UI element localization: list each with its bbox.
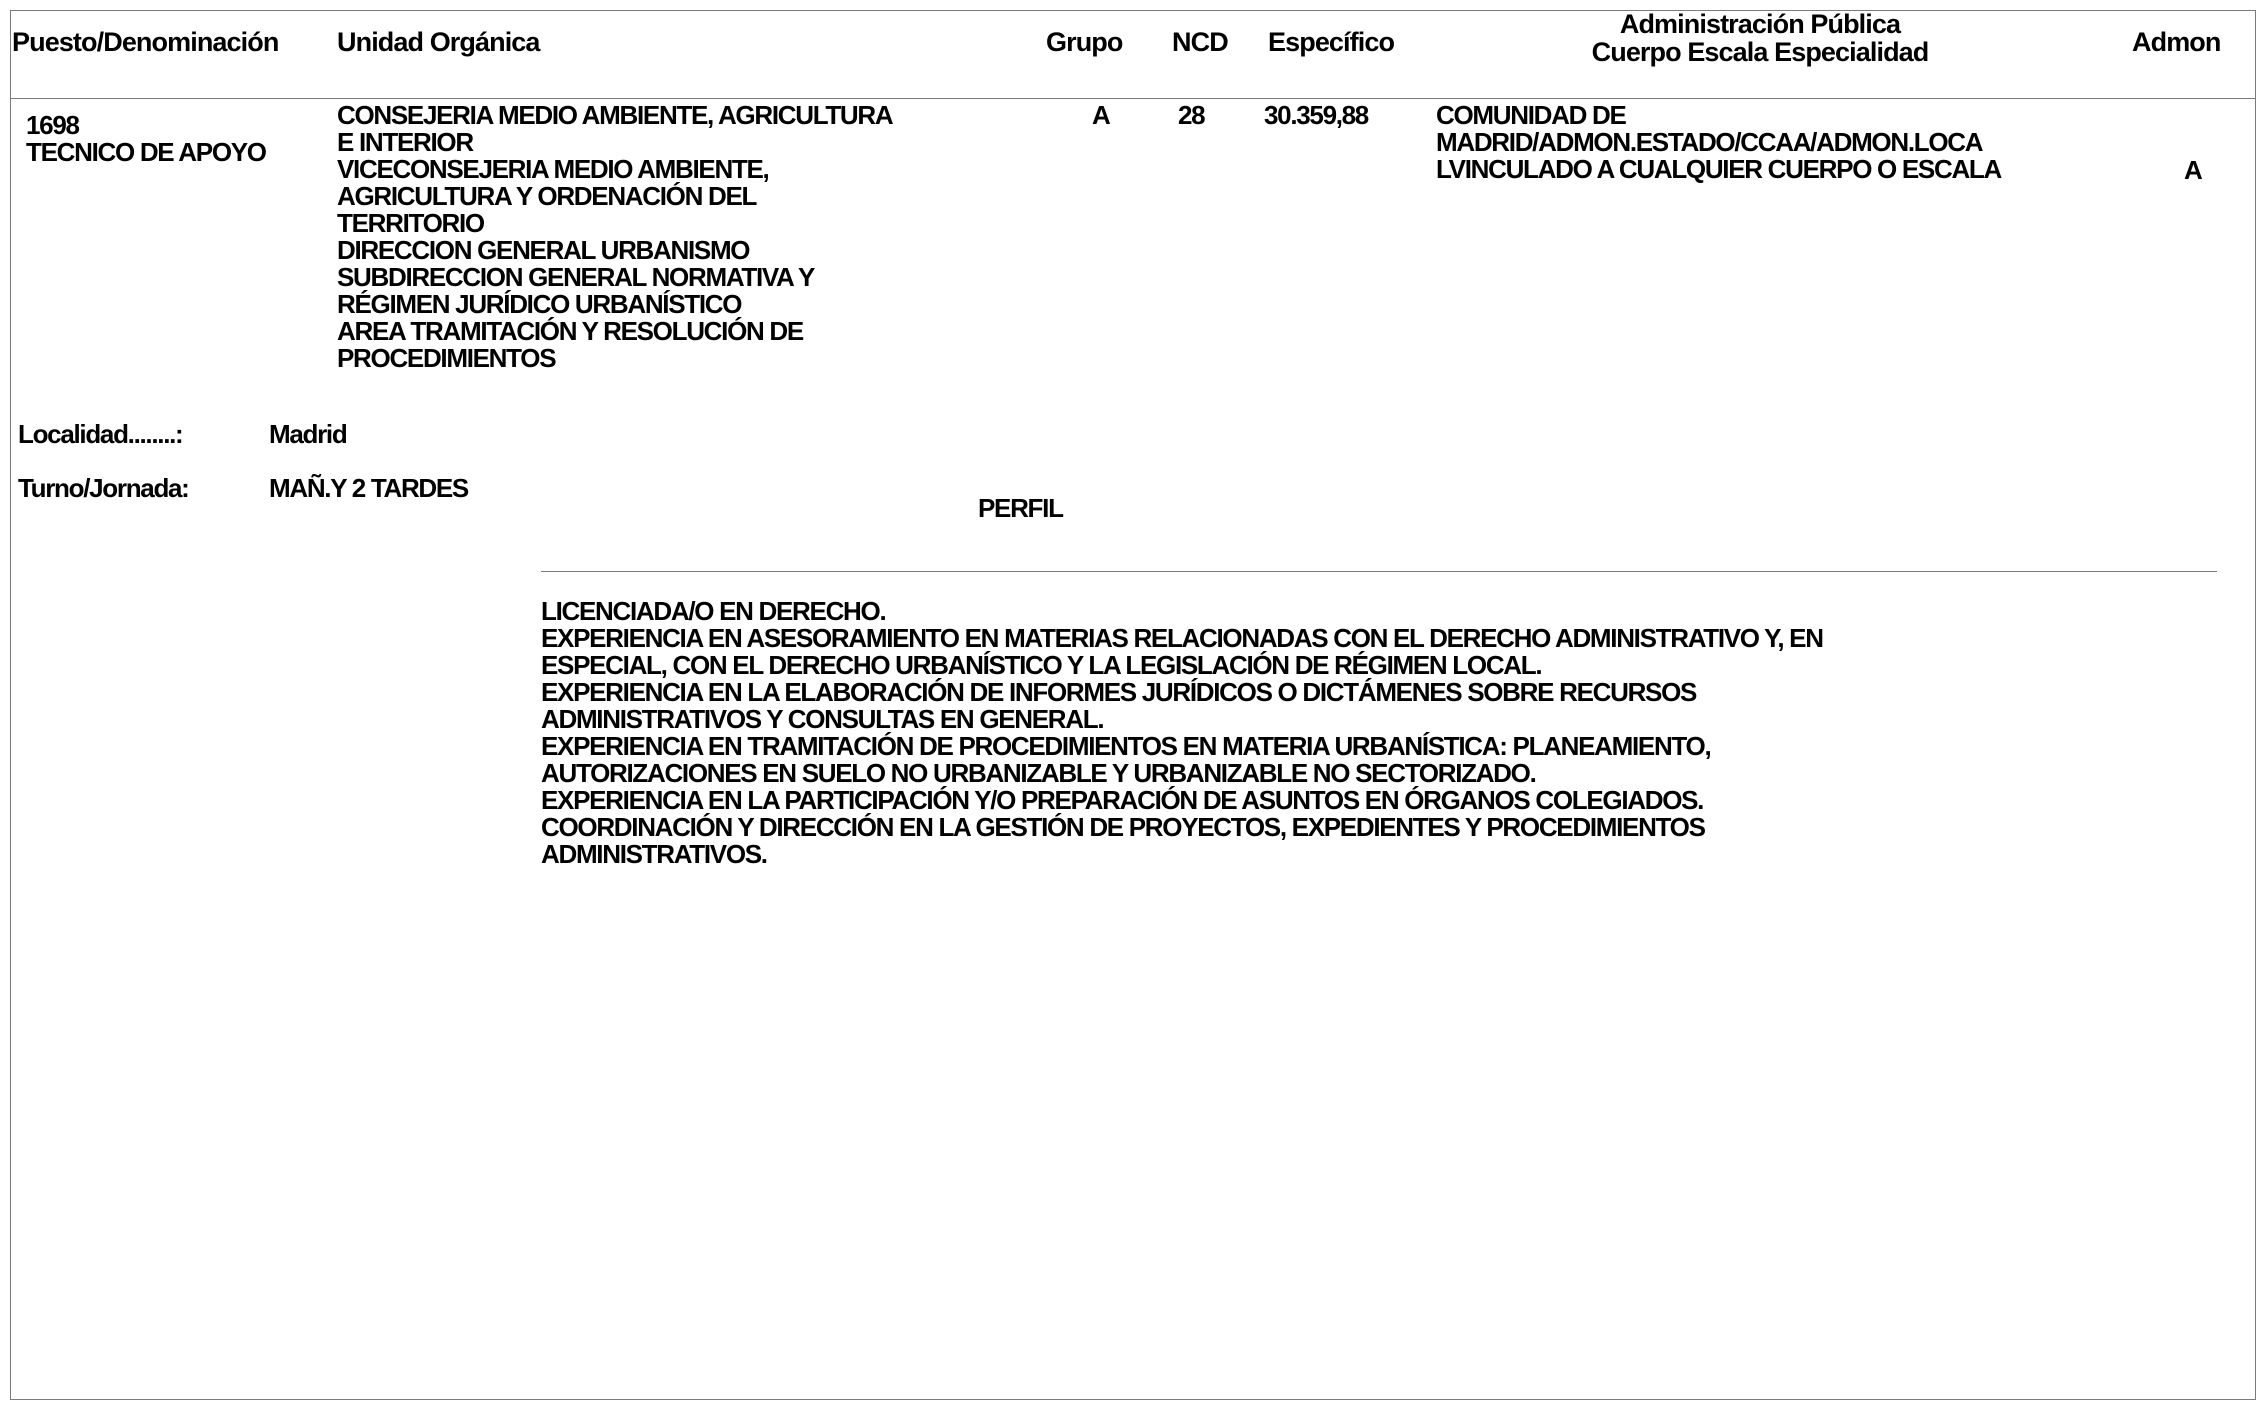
header-unidad: Unidad Orgánica (337, 27, 540, 57)
perfil-line: LICENCIADA/O EN DERECHO. (541, 596, 886, 626)
record-especifico: 30.359,88 (1264, 100, 1368, 130)
header-administracion-line2: Cuerpo Escala Especialidad (1591, 37, 1929, 67)
localidad-label: Localidad........: (18, 419, 183, 449)
perfil-line: ADMINISTRATIVOS Y CONSULTAS EN GENERAL. (541, 704, 1104, 734)
turno-label: Turno/Jornada: (18, 473, 189, 503)
localidad-value: Madrid (269, 419, 347, 449)
perfil-title: PERFIL (978, 493, 1063, 523)
record-numero: 1698 (26, 110, 79, 140)
administracion-line: LVINCULADO A CUALQUIER CUERPO O ESCALA (1436, 154, 2001, 184)
header-especifico: Específico (1268, 27, 1395, 57)
perfil-line: AUTORIZACIONES EN SUELO NO URBANIZABLE Y URBANIZABLE NO SECTORIZADO. (541, 758, 1536, 788)
record-administracion (1436, 102, 2001, 183)
record-unidad (337, 102, 892, 372)
administracion-line: COMUNIDAD DE (1436, 100, 1626, 130)
perfil-text (541, 598, 1823, 868)
administracion-line: MADRID/ADMON.ESTADO/CCAA/ADMON.LOCA (1436, 127, 1983, 157)
perfil-line: EXPERIENCIA EN ASESORAMIENTO EN MATERIAS RELACIONADAS CON EL DERECHO ADMINISTRATIVO Y, EN (541, 623, 1823, 653)
header-divider (10, 98, 2256, 99)
header-ncd: NCD (1172, 27, 1228, 57)
unidad-line: TERRITORIO (337, 208, 484, 238)
header-grupo: Grupo (1046, 27, 1123, 57)
unidad-line: PROCEDIMIENTOS (337, 343, 556, 373)
header-puesto: Puesto/Denominación (12, 27, 279, 57)
unidad-line: VICECONSEJERIA MEDIO AMBIENTE, (337, 154, 769, 184)
unidad-line: AREA TRAMITACIÓN Y RESOLUCIÓN DE (337, 316, 803, 346)
unidad-line: RÉGIMEN JURÍDICO URBANÍSTICO (337, 289, 742, 319)
header-administracion-line1: Administración Pública (1619, 9, 1901, 39)
unidad-line: E INTERIOR (337, 127, 473, 157)
unidad-line: SUBDIRECCION GENERAL NORMATIVA Y (337, 262, 814, 292)
perfil-line: COORDINACIÓN Y DIRECCIÓN EN LA GESTIÓN DE PROYECTOS, EXPEDIENTES Y PROCEDIMIENTOS (541, 812, 1705, 842)
perfil-line: EXPERIENCIA EN LA ELABORACIÓN DE INFORMES JURÍDICOS O DICTÁMENES SOBRE RECURSOS (541, 677, 1697, 707)
record-ncd: 28 (1178, 100, 1205, 130)
record-admon: A (2184, 155, 2202, 185)
record-denominacion: TECNICO DE APOYO (26, 137, 266, 167)
perfil-line: ADMINISTRATIVOS. (541, 839, 767, 869)
perfil-divider (541, 571, 2217, 572)
header-administracion (1560, 10, 1960, 66)
turno-value: MAÑ.Y 2 TARDES (269, 473, 468, 503)
unidad-line: DIRECCION GENERAL URBANISMO (337, 235, 750, 265)
header-admon: Admon (2132, 27, 2221, 57)
unidad-line: CONSEJERIA MEDIO AMBIENTE, AGRICULTURA (337, 100, 893, 130)
perfil-line: EXPERIENCIA EN TRAMITACIÓN DE PROCEDIMIENTOS EN MATERIA URBANÍSTICA: PLANEAMIENTO, (541, 731, 1711, 761)
perfil-line: ESPECIAL, CON EL DERECHO URBANÍSTICO Y LA LEGISLACIÓN DE RÉGIMEN LOCAL. (541, 650, 1542, 680)
perfil-line: EXPERIENCIA EN LA PARTICIPACIÓN Y/O PREPARACIÓN DE ASUNTOS EN ÓRGANOS COLEGIADOS. (541, 785, 1704, 815)
record-grupo: A (1092, 100, 1110, 130)
unidad-line: AGRICULTURA Y ORDENACIÓN DEL (337, 181, 757, 211)
